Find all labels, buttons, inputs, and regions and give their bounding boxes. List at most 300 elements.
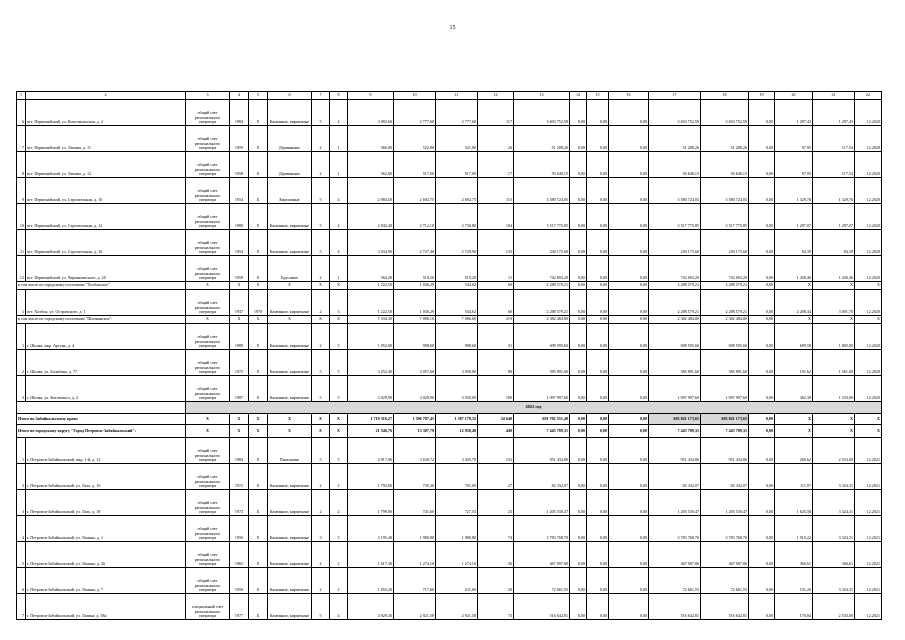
- cell-c22: 12.2020: [855, 204, 882, 230]
- cell-c15: 0,00: [587, 464, 609, 490]
- cell-fl: 5: [312, 350, 330, 376]
- cell-res: 60: [478, 282, 514, 290]
- column-number-6: 6: [268, 92, 312, 100]
- cell-c22: 12.2021: [855, 464, 882, 490]
- cell-c13: 82 332,07: [514, 464, 570, 490]
- cell-c19: 0,00: [749, 230, 775, 256]
- cell-c16: 0,00: [609, 282, 649, 290]
- house-address: г. Шилка, ул. Котовского, д. 2: [26, 376, 186, 402]
- house-address: г. Петровск-Забайкальский, ул. Ленина, д. 26: [26, 542, 186, 568]
- cell-c22: X: [855, 282, 882, 290]
- cell-c20: 1 430,46: [775, 256, 813, 282]
- cell-mat: Кирпичные: [268, 178, 312, 204]
- cell-mat: Каменные, кирпичные: [268, 516, 312, 542]
- cell-c22: 12.2020: [855, 376, 882, 402]
- column-number-15: 15: [587, 92, 609, 100]
- cell-fl: 5: [312, 438, 330, 464]
- cell-c19: 0,00: [749, 324, 775, 350]
- cell-y1: X: [230, 425, 249, 438]
- cell-y1: 1972: [230, 464, 249, 490]
- cell-c17: 72 661,55: [649, 568, 701, 594]
- cell-y2: X: [249, 516, 268, 542]
- cell-c18: 467 097,80: [701, 542, 749, 568]
- cell-c13: 72 661,55: [514, 568, 570, 594]
- cell-fl: 2: [312, 490, 330, 516]
- cell-fund: общий счет регионального оператора: [186, 230, 230, 256]
- column-number-7: 7: [312, 92, 330, 100]
- cell-res: 26: [478, 126, 514, 152]
- cell-y2: X: [249, 542, 268, 568]
- cell-c20: 84,39: [775, 230, 813, 256]
- cell-en: 3: [330, 290, 348, 316]
- cell-y2: X: [249, 594, 268, 620]
- cell-mat: Каменные, кирпичные: [268, 376, 312, 402]
- cell-y2: X: [249, 425, 268, 438]
- cell-c15: 0,00: [587, 290, 609, 316]
- cell-c17: 742 693,20: [649, 256, 701, 282]
- cell-mat: Каменные, кирпичные: [268, 350, 312, 376]
- cell-fl: 5: [312, 594, 330, 620]
- cell-c21: X: [813, 425, 855, 438]
- row-number: 3: [17, 490, 26, 516]
- cell-y1: 1984: [230, 100, 249, 126]
- cell-c15: 0,00: [587, 316, 609, 324]
- cell-c22: 12.2021: [855, 568, 882, 594]
- cell-c17: 2 288 579,21: [649, 290, 701, 316]
- cell-c14: 0,00: [570, 230, 587, 256]
- cell-c14: 0,00: [570, 324, 587, 350]
- cell-y1: X: [230, 316, 249, 324]
- cell-y1: 1989: [230, 324, 249, 350]
- column-number-14: 14: [570, 92, 587, 100]
- cell-c20: X: [775, 414, 813, 425]
- cell-fl: 2: [312, 290, 330, 316]
- cell-c13: 585 891,60: [514, 350, 570, 376]
- cell-c14: 0,00: [570, 376, 587, 402]
- subtotal-label: Итого по Забайкальскому краю:: [17, 414, 186, 425]
- cell-c21: 1 329,76: [813, 178, 855, 204]
- cell-c20: 191,62: [775, 350, 813, 376]
- cell-y2: X: [249, 490, 268, 516]
- cell-c15: 0,00: [587, 126, 609, 152]
- cell-a3: 519,20: [436, 256, 478, 282]
- house-address: г. Петровск-Забайкальский, ул. Ленина, д. 1: [26, 516, 186, 542]
- cell-a2: 2 777,60: [394, 100, 436, 126]
- cell-mat: X: [268, 414, 312, 425]
- cell-fl: 5: [312, 230, 330, 256]
- cell-fl: X: [312, 414, 330, 425]
- cell-fl: 3: [312, 516, 330, 542]
- cell-fund: общий счет регионального оператора: [186, 438, 230, 464]
- cell-c21: 3 324,31: [813, 464, 855, 490]
- cell-c21: 1 805,00: [813, 324, 855, 350]
- cell-fund: специальный счет регионального оператора: [186, 594, 230, 620]
- cell-mat: Брусовые: [268, 256, 312, 282]
- cell-c21: 117,54: [813, 126, 855, 152]
- row-number: 9: [17, 178, 26, 204]
- cell-c18: 3 580 724,05: [701, 178, 749, 204]
- cell-res: 88: [478, 350, 514, 376]
- cell-a3: 3 030,00: [436, 376, 478, 402]
- cell-res: 20: [478, 568, 514, 594]
- cell-fund: X: [186, 414, 230, 425]
- cell-c21: 1 333,00: [813, 376, 855, 402]
- cell-c16: 0,00: [609, 568, 649, 594]
- column-number-1: 1: [17, 92, 26, 100]
- cell-c14: 0,00: [570, 178, 587, 204]
- cell-en: 4: [330, 100, 348, 126]
- cell-c22: 12.2021: [855, 438, 882, 464]
- cell-en: 2: [330, 542, 348, 568]
- cell-y2: X: [249, 464, 268, 490]
- house-row: [17, 290, 882, 316]
- house-row: [17, 464, 882, 490]
- cell-fund: X: [186, 282, 230, 290]
- cell-c19: 0,00: [749, 290, 775, 316]
- cell-c16: 0,00: [609, 376, 649, 402]
- cell-a1: 2 842,40: [348, 204, 394, 230]
- row-number: 11: [17, 230, 26, 256]
- cell-fl: 4: [312, 542, 330, 568]
- column-number-18: 18: [701, 92, 749, 100]
- settlement-subtotal-row: [17, 282, 882, 290]
- cell-c16: 0,00: [609, 414, 649, 425]
- cell-res: 152: [478, 438, 514, 464]
- cell-c13: 691 702 551,49: [514, 414, 570, 425]
- cell-c13: 2 288 579,21: [514, 290, 570, 316]
- column-number-11: 11: [436, 92, 478, 100]
- cell-en: X: [330, 425, 348, 438]
- cell-y1: 1973: [230, 490, 249, 516]
- house-address: пгт. Первомайский, ул. Строительная, д. 10: [26, 178, 186, 204]
- house-row: [17, 256, 882, 282]
- total-row: [17, 425, 882, 438]
- cell-c16: 0,00: [609, 516, 649, 542]
- cell-c21: 1 561,00: [813, 350, 855, 376]
- cell-c22: 12.2020: [855, 126, 882, 152]
- cell-a1: 4 917,96: [348, 438, 394, 464]
- cell-c20: 699,58: [775, 324, 813, 350]
- cell-a2: 1 036,29: [394, 290, 436, 316]
- cell-c16: 0,00: [609, 464, 649, 490]
- cell-mat: Панельные: [268, 438, 312, 464]
- cell-c13: 3 580 724,05: [514, 178, 570, 204]
- cell-c20: 1 625,58: [775, 490, 813, 516]
- column-number-21: 21: [813, 92, 855, 100]
- cell-res: 219: [478, 316, 514, 324]
- cell-res: 27: [478, 464, 514, 490]
- cell-c19: 0,00: [749, 178, 775, 204]
- cell-a1: 566,00: [348, 126, 394, 152]
- cell-res: 31: [478, 324, 514, 350]
- cell-c21: X: [813, 282, 855, 290]
- cell-c19: 0,00: [749, 376, 775, 402]
- cell-c21: 1 297,43: [813, 100, 855, 126]
- column-number-22: 22: [855, 92, 882, 100]
- cell-c22: 12.2021: [855, 490, 882, 516]
- cell-y2: X: [249, 376, 268, 402]
- blank-cell: [17, 402, 186, 414]
- cell-fund: X: [186, 425, 230, 438]
- cell-a1: 3 982,60: [348, 100, 394, 126]
- cell-c16: 0,00: [609, 316, 649, 324]
- cell-c15: 0,00: [587, 178, 609, 204]
- cell-c15: 0,00: [587, 256, 609, 282]
- cell-c21: 3 324,31: [813, 568, 855, 594]
- column-number-9: 9: [348, 92, 394, 100]
- cell-a3: 727,53: [436, 490, 478, 516]
- row-number: 6: [17, 100, 26, 126]
- cell-fund: общий счет регионального оператора: [186, 350, 230, 376]
- cell-c14: 0,00: [570, 464, 587, 490]
- cell-fl: X: [312, 316, 330, 324]
- cell-c21: X: [813, 414, 855, 425]
- cell-a1: 2 984,50: [348, 178, 394, 204]
- cell-c14: 0,00: [570, 425, 587, 438]
- column-number-row: [17, 92, 882, 100]
- cell-c19: 0,00: [749, 425, 775, 438]
- cell-c17: 585 891,60: [649, 350, 701, 376]
- cell-a2: 2 712,10: [394, 204, 436, 230]
- cell-a3: 12 958,40: [436, 425, 478, 438]
- cell-c17: 1 205 530,47: [649, 490, 701, 516]
- house-row: [17, 100, 882, 126]
- cell-c16: 0,00: [609, 126, 649, 152]
- cell-c14: 0,00: [570, 516, 587, 542]
- cell-y1: 1980: [230, 204, 249, 230]
- cell-a1: 1 799,00: [348, 490, 394, 516]
- cell-c17: 51 208,26: [649, 126, 701, 152]
- cell-c20: 1 297,07: [775, 204, 813, 230]
- cell-c15: 0,00: [587, 282, 609, 290]
- cell-a2: 517,00: [394, 152, 436, 178]
- cell-c14: 0,00: [570, 594, 587, 620]
- cell-mat: X: [268, 282, 312, 290]
- cell-en: 4: [330, 204, 348, 230]
- cell-fund: общий счет регионального оператора: [186, 290, 230, 316]
- cell-a1: 1 052,00: [348, 324, 394, 350]
- cell-en: 4: [330, 178, 348, 204]
- cell-y1: X: [230, 282, 249, 290]
- cell-c22: 12.2020: [855, 178, 882, 204]
- cell-c18: 230 175,60: [701, 230, 749, 256]
- cell-c22: X: [855, 425, 882, 438]
- cell-c21: 2 533,00: [813, 438, 855, 464]
- row-number: 1: [17, 324, 26, 350]
- cell-fl: 2: [312, 568, 330, 594]
- cell-c17: 951 434,80: [649, 438, 701, 464]
- cell-fund: общий счет регионального оператора: [186, 542, 230, 568]
- cell-a2: 2 921,58: [394, 594, 436, 620]
- cell-c20: 1 910,22: [775, 516, 813, 542]
- cell-c19: 0,00: [749, 204, 775, 230]
- cell-a2: 7 086,10: [394, 316, 436, 324]
- house-address: г. Петровск-Забайкальский, мкр. 1-й, д. 12: [26, 438, 186, 464]
- cell-c18: 951 434,80: [701, 438, 749, 464]
- house-address: пгт. Холбон, ул. Островского, д. 1: [26, 290, 186, 316]
- cell-res: 449: [478, 425, 514, 438]
- cell-c20: 101,26: [775, 568, 813, 594]
- cell-a2: 519,20: [394, 256, 436, 282]
- cell-a3: 1 387 178,32: [436, 414, 478, 425]
- cell-c21: 3 324,31: [813, 516, 855, 542]
- cell-c19: 0,00: [749, 414, 775, 425]
- cell-c13: 3 517 775,85: [514, 204, 570, 230]
- cell-c18: 742 693,20: [701, 256, 749, 282]
- cell-mat: Каменные, кирпичные: [268, 490, 312, 516]
- column-number-5: 5: [249, 92, 268, 100]
- house-row: [17, 178, 882, 204]
- cell-res: 73: [478, 594, 514, 620]
- cell-c18: 3 517 775,85: [701, 204, 749, 230]
- cell-y2: X: [249, 414, 268, 425]
- settlement-subtotal-row: [17, 316, 882, 324]
- cell-c22: 12.2020: [855, 256, 882, 282]
- cell-y1: 1987: [230, 376, 249, 402]
- cell-y1: 1956: [230, 516, 249, 542]
- cell-y1: 1958: [230, 152, 249, 178]
- cell-a3: 3 435,70: [436, 438, 478, 464]
- cell-a2: 1 274,10: [394, 542, 436, 568]
- cell-res: 115: [478, 178, 514, 204]
- house-address: пгт. Первомайский, ул. Ленина, д. 12: [26, 152, 186, 178]
- cell-c19: 0,00: [749, 594, 775, 620]
- cell-c16: 0,00: [609, 490, 649, 516]
- cell-c18: 2 382 484,80: [701, 316, 749, 324]
- cell-c17: 2 288 579,21: [649, 282, 701, 290]
- cell-y2: X: [249, 568, 268, 594]
- cell-a3: 521,00: [436, 126, 478, 152]
- cell-a1: 7 334,30: [348, 316, 394, 324]
- cell-mat: Каменные, кирпичные: [268, 542, 312, 568]
- cell-c13: 467 097,80: [514, 542, 570, 568]
- cell-c19: 0,00: [749, 316, 775, 324]
- cell-en: 4: [330, 594, 348, 620]
- cell-c14: 0,00: [570, 100, 587, 126]
- cell-c20: 97,95: [775, 152, 813, 178]
- house-row: [17, 568, 882, 594]
- cell-a2: 735,30: [394, 464, 436, 490]
- column-number-10: 10: [394, 92, 436, 100]
- cell-mat: Каменные, кирпичные: [268, 290, 312, 316]
- cell-c15: 0,00: [587, 414, 609, 425]
- house-row: [17, 594, 882, 620]
- row-number: 4: [17, 516, 26, 542]
- cell-c20: 1 329,76: [775, 178, 813, 204]
- cell-en: X: [330, 282, 348, 290]
- cell-fund: общий счет регионального оператора: [186, 516, 230, 542]
- cell-c22: 12.2020: [855, 152, 882, 178]
- cell-en: 2: [330, 464, 348, 490]
- cell-c22: 12.2020: [855, 324, 882, 350]
- cell-c19: 0,00: [749, 516, 775, 542]
- cell-c16: 0,00: [609, 178, 649, 204]
- cell-c17: 516 642,81: [649, 594, 701, 620]
- cell-res: 54 640: [478, 414, 514, 425]
- cell-c18: 2 288 579,21: [701, 290, 749, 316]
- cell-a1: 1 719 316,27: [348, 414, 394, 425]
- cell-a1: 1 792,00: [348, 464, 394, 490]
- cell-y2: 1970: [249, 290, 268, 316]
- cell-c14: 0,00: [570, 350, 587, 376]
- cell-fund: общий счет регионального оператора: [186, 464, 230, 490]
- cell-c13: 2 288 579,21: [514, 282, 570, 290]
- cell-y2: X: [249, 256, 268, 282]
- cell-a2: 13 307,79: [394, 425, 436, 438]
- cell-a3: 701,00: [436, 464, 478, 490]
- cell-c18: 1 205 530,47: [701, 490, 749, 516]
- cell-fund: общий счет регионального оператора: [186, 490, 230, 516]
- cell-c21: 1 430,46: [813, 256, 855, 282]
- cell-fund: общий счет регионального оператора: [186, 376, 230, 402]
- column-number-13: 13: [514, 92, 570, 100]
- column-number-12: 12: [478, 92, 514, 100]
- cell-y1: 1975: [230, 350, 249, 376]
- cell-a2: 3 057,60: [394, 350, 436, 376]
- cell-y1: 1950: [230, 568, 249, 594]
- row-number: 12: [17, 256, 26, 282]
- cell-c20: X: [775, 316, 813, 324]
- cell-c16: 0,00: [609, 324, 649, 350]
- cell-a1: 1 617,30: [348, 542, 394, 568]
- cell-c13: 1 205 530,47: [514, 490, 570, 516]
- row-number: 10: [17, 204, 26, 230]
- cell-a2: 1 980,80: [394, 516, 436, 542]
- cell-c21: 3 324,31: [813, 490, 855, 516]
- cell-c18: 82 332,07: [701, 464, 749, 490]
- cell-mat: X: [268, 316, 312, 324]
- cell-c16: 0,00: [609, 350, 649, 376]
- cell-res: 104: [478, 204, 514, 230]
- row-number: 3: [17, 376, 26, 402]
- cell-c22: 12.2021: [855, 516, 882, 542]
- cell-c20: 362,39: [775, 376, 813, 402]
- column-number-19: 19: [749, 92, 775, 100]
- cell-en: X: [330, 316, 348, 324]
- cell-c15: 0,00: [587, 324, 609, 350]
- row-number: 8: [17, 152, 26, 178]
- cell-c15: 0,00: [587, 204, 609, 230]
- cell-fl: 2: [312, 256, 330, 282]
- cell-c14: 0,00: [570, 490, 587, 516]
- cell-c19: 0,00: [749, 464, 775, 490]
- cell-c20: 2 208,44: [775, 290, 813, 316]
- cell-en: 2: [330, 490, 348, 516]
- subtotal-label: в том числе по городскому поселению "Шилкинское":: [17, 316, 186, 324]
- cell-y2: X: [249, 316, 268, 324]
- cell-c15: 0,00: [587, 516, 609, 542]
- cell-en: 5: [330, 350, 348, 376]
- cell-c14: 0,00: [570, 316, 587, 324]
- cell-c17: 467 097,80: [649, 542, 701, 568]
- cell-c17: 3 580 724,05: [649, 178, 701, 204]
- cell-c14: 0,00: [570, 282, 587, 290]
- house-address: г. Петровск-Забайкальский, ул. Лазо, д. 16: [26, 464, 186, 490]
- cell-fund: общий счет регионального оператора: [186, 568, 230, 594]
- row-number: 1: [17, 290, 26, 316]
- row-number: 7: [17, 594, 26, 620]
- cell-y1: 1984: [230, 438, 249, 464]
- house-address: пгт. Первомайский, ул. Строительная, д. 16: [26, 230, 186, 256]
- cell-c16: 0,00: [609, 438, 649, 464]
- cell-a2: 3 029,90: [394, 376, 436, 402]
- cell-c15: 0,00: [587, 350, 609, 376]
- cell-c18: 3 603 752,59: [701, 100, 749, 126]
- capital-repair-table: [16, 91, 882, 620]
- cell-a1: 1 222,50: [348, 290, 394, 316]
- cell-a3: 2 730,80: [436, 204, 478, 230]
- house-row: [17, 376, 882, 402]
